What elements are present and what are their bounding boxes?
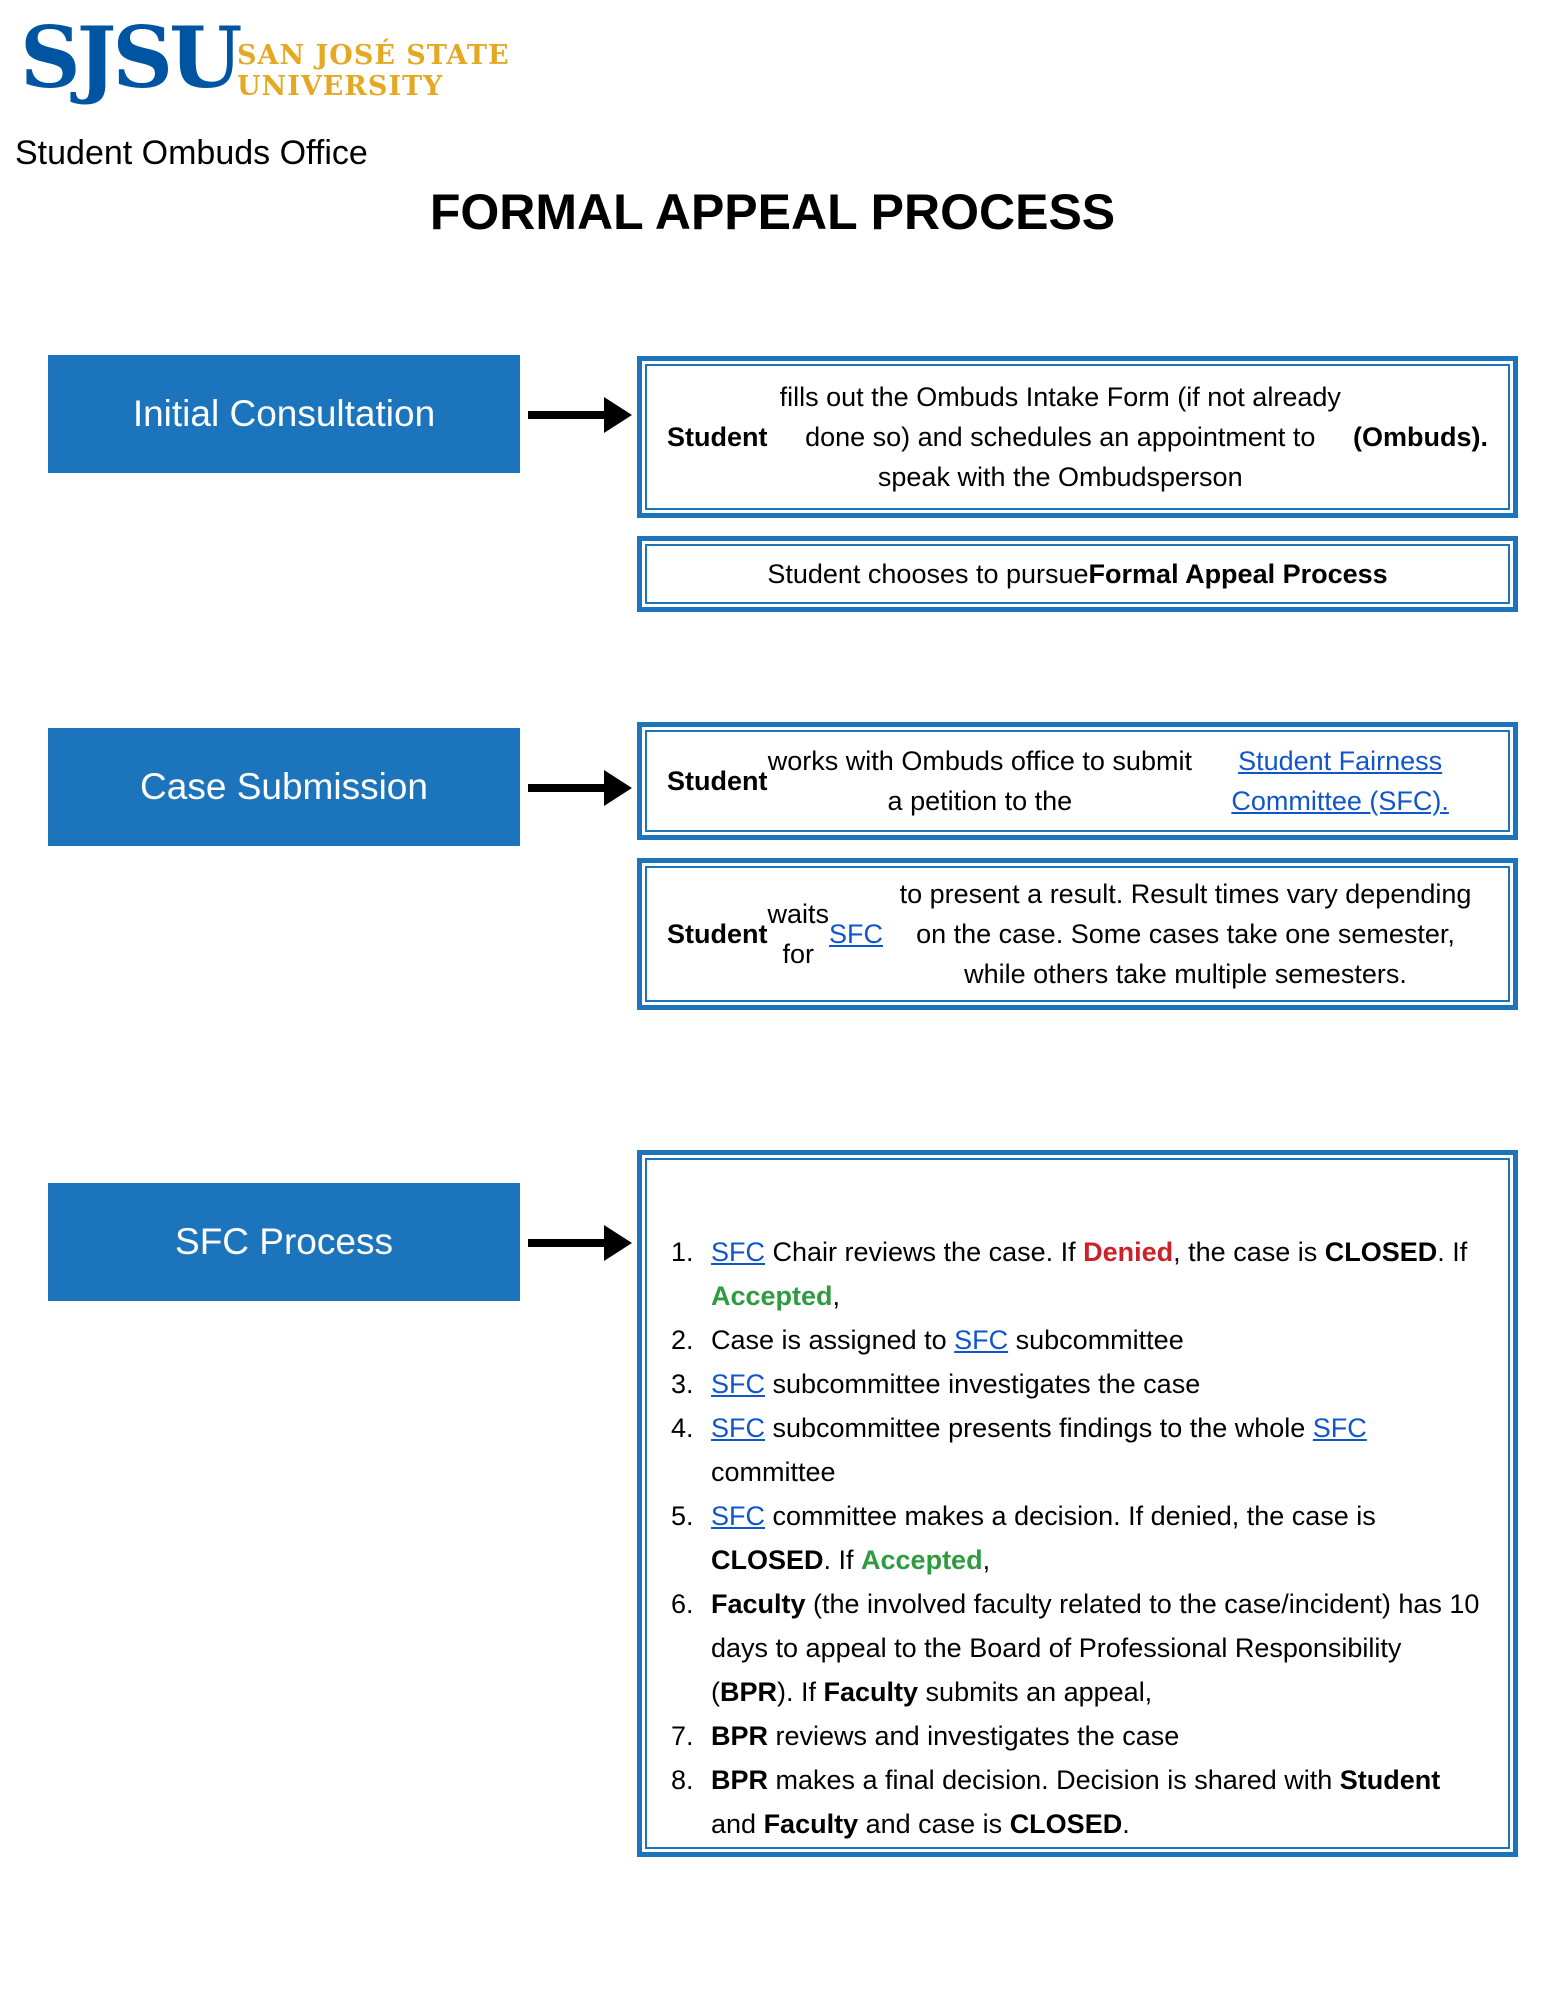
text-segment: Case is assigned to [711,1325,955,1355]
sfc-link[interactable]: SFC [954,1325,1009,1355]
arrow-shaft [528,784,604,792]
text-segment: , [832,1281,841,1311]
text-segment: . [1122,1809,1130,1839]
sfc-step [665,1714,1482,1758]
info-box-petition [637,722,1518,840]
step-number: 8. [671,1765,694,1795]
text-segment: . If [1437,1237,1468,1267]
info-box-intake-text [645,364,1510,510]
sjsu-logo-name-line1: SAN JOSÉ STATE [237,40,510,71]
text-segment: Student [667,766,768,796]
step-number: 2. [671,1325,694,1355]
text-segment: . If [823,1545,862,1575]
text-segment: Accepted [711,1281,833,1311]
sfc-link[interactable]: SFC [1312,1413,1367,1443]
text-segment: submits an appeal, [918,1677,1153,1707]
text-segment: Faculty [711,1589,806,1619]
sfc-link[interactable]: Student Fairness Committee (SFC). [1231,746,1449,816]
info-box-sfc-steps [637,1150,1518,1857]
sfc-link[interactable]: SFC [711,1413,765,1443]
text-segment: to present a result. Result times vary depending on the case. Some cases take one semester, while others take multiple semesters. [899,879,1472,989]
text-segment: makes a final decision. Decision is shared with [768,1765,1340,1795]
text-segment: Accepted [861,1545,983,1575]
sfc-step [665,1582,1482,1714]
arrow-head [604,1225,632,1261]
step-number: 3. [671,1369,694,1399]
arrow-head [604,770,632,806]
text-segment: (Ombuds). [1353,422,1488,452]
step-number: 5. [671,1501,694,1531]
stage-case-submission: Case Submission [48,728,520,846]
sjsu-logo: SJSU [20,8,239,107]
text-segment: subcommittee investigates the case [765,1369,1201,1399]
sfc-step [665,1318,1482,1362]
text-segment: and case is [858,1809,1010,1839]
text-segment: committee [711,1457,836,1487]
arrow-right-icon [528,397,632,433]
sfc-step [665,1406,1482,1494]
sfc-link[interactable]: SFC [829,919,884,949]
text-segment: Student [667,422,768,452]
text-segment: CLOSED [1324,1237,1438,1267]
arrow-head [604,397,632,433]
text-segment: reviews and investigates the case [768,1721,1180,1751]
step-number: 4. [671,1413,694,1443]
text-segment: CLOSED [1009,1809,1123,1839]
text-segment: Denied [1083,1237,1174,1267]
sfc-step [665,1758,1482,1846]
info-box-petition-text [645,730,1510,832]
text-segment: fills out the Ombuds Intake Form (if not already done so) and schedules an appointment to speak with the Ombudsperson [779,382,1341,492]
sfc-step [665,1362,1482,1406]
text-segment: (the involved faculty related to the case/incident) has 10 days to appeal to the Board of Professional Responsibility ( [711,1589,1480,1707]
text-segment: Student [1339,1765,1441,1795]
step-number: 6. [671,1589,694,1619]
info-box-wait-result [637,858,1518,1010]
text-segment: , [982,1545,991,1575]
arrow-right-icon [528,770,632,806]
text-segment: subcommittee [1008,1325,1184,1355]
text-segment: Student chooses to pursue [767,559,1089,589]
page-title: FORMAL APPEAL PROCESS [429,184,1116,240]
sfc-link[interactable]: SFC [711,1501,765,1531]
sfc-steps-area [645,1158,1510,1849]
sfc-link[interactable]: SFC [711,1369,765,1399]
arrow-shaft [528,411,604,419]
stage-initial-consultation: Initial Consultation [48,355,520,473]
text-segment: and [711,1809,764,1839]
office-name: Student Ombuds Office [15,134,368,172]
text-segment: Chair reviews the case. If [765,1237,1084,1267]
text-segment: Student [667,919,768,949]
step-number: 1. [671,1237,694,1267]
sfc-steps-list [665,1230,1482,1846]
text-segment: works with Ombuds office to submit a petition to the [767,746,1192,816]
info-box-wait-result-text [645,866,1510,1002]
text-segment: subcommittee presents findings to the whole [765,1413,1313,1443]
step-number: 7. [671,1721,694,1751]
text-segment: committee makes a decision. If denied, the case is [765,1501,1376,1531]
text-segment: BPR [720,1677,778,1707]
sjsu-logo-name-line2: UNIVERSITY [237,71,444,102]
text-segment: CLOSED [711,1545,824,1575]
text-segment: ). If [777,1677,824,1707]
arrow-right-icon [528,1225,632,1261]
text-segment: Faculty [763,1809,859,1839]
sfc-link[interactable]: SFC [711,1237,765,1267]
info-box-choose-formal-appeal-text [645,544,1510,604]
info-box-choose-formal-appeal [637,536,1518,612]
text-segment: BPR [711,1721,769,1751]
sjsu-logo-wordmark [237,40,510,102]
arrow-shaft [528,1239,604,1247]
stage-sfc-process: SFC Process [48,1183,520,1301]
sfc-step [665,1494,1482,1582]
text-segment: Formal Appeal Process [1088,559,1388,589]
info-box-intake [637,356,1518,518]
text-segment: Faculty [823,1677,919,1707]
text-segment: BPR [711,1765,769,1795]
text-segment: waits for [767,899,830,969]
sfc-step [665,1230,1482,1318]
text-segment: , the case is [1173,1237,1325,1267]
